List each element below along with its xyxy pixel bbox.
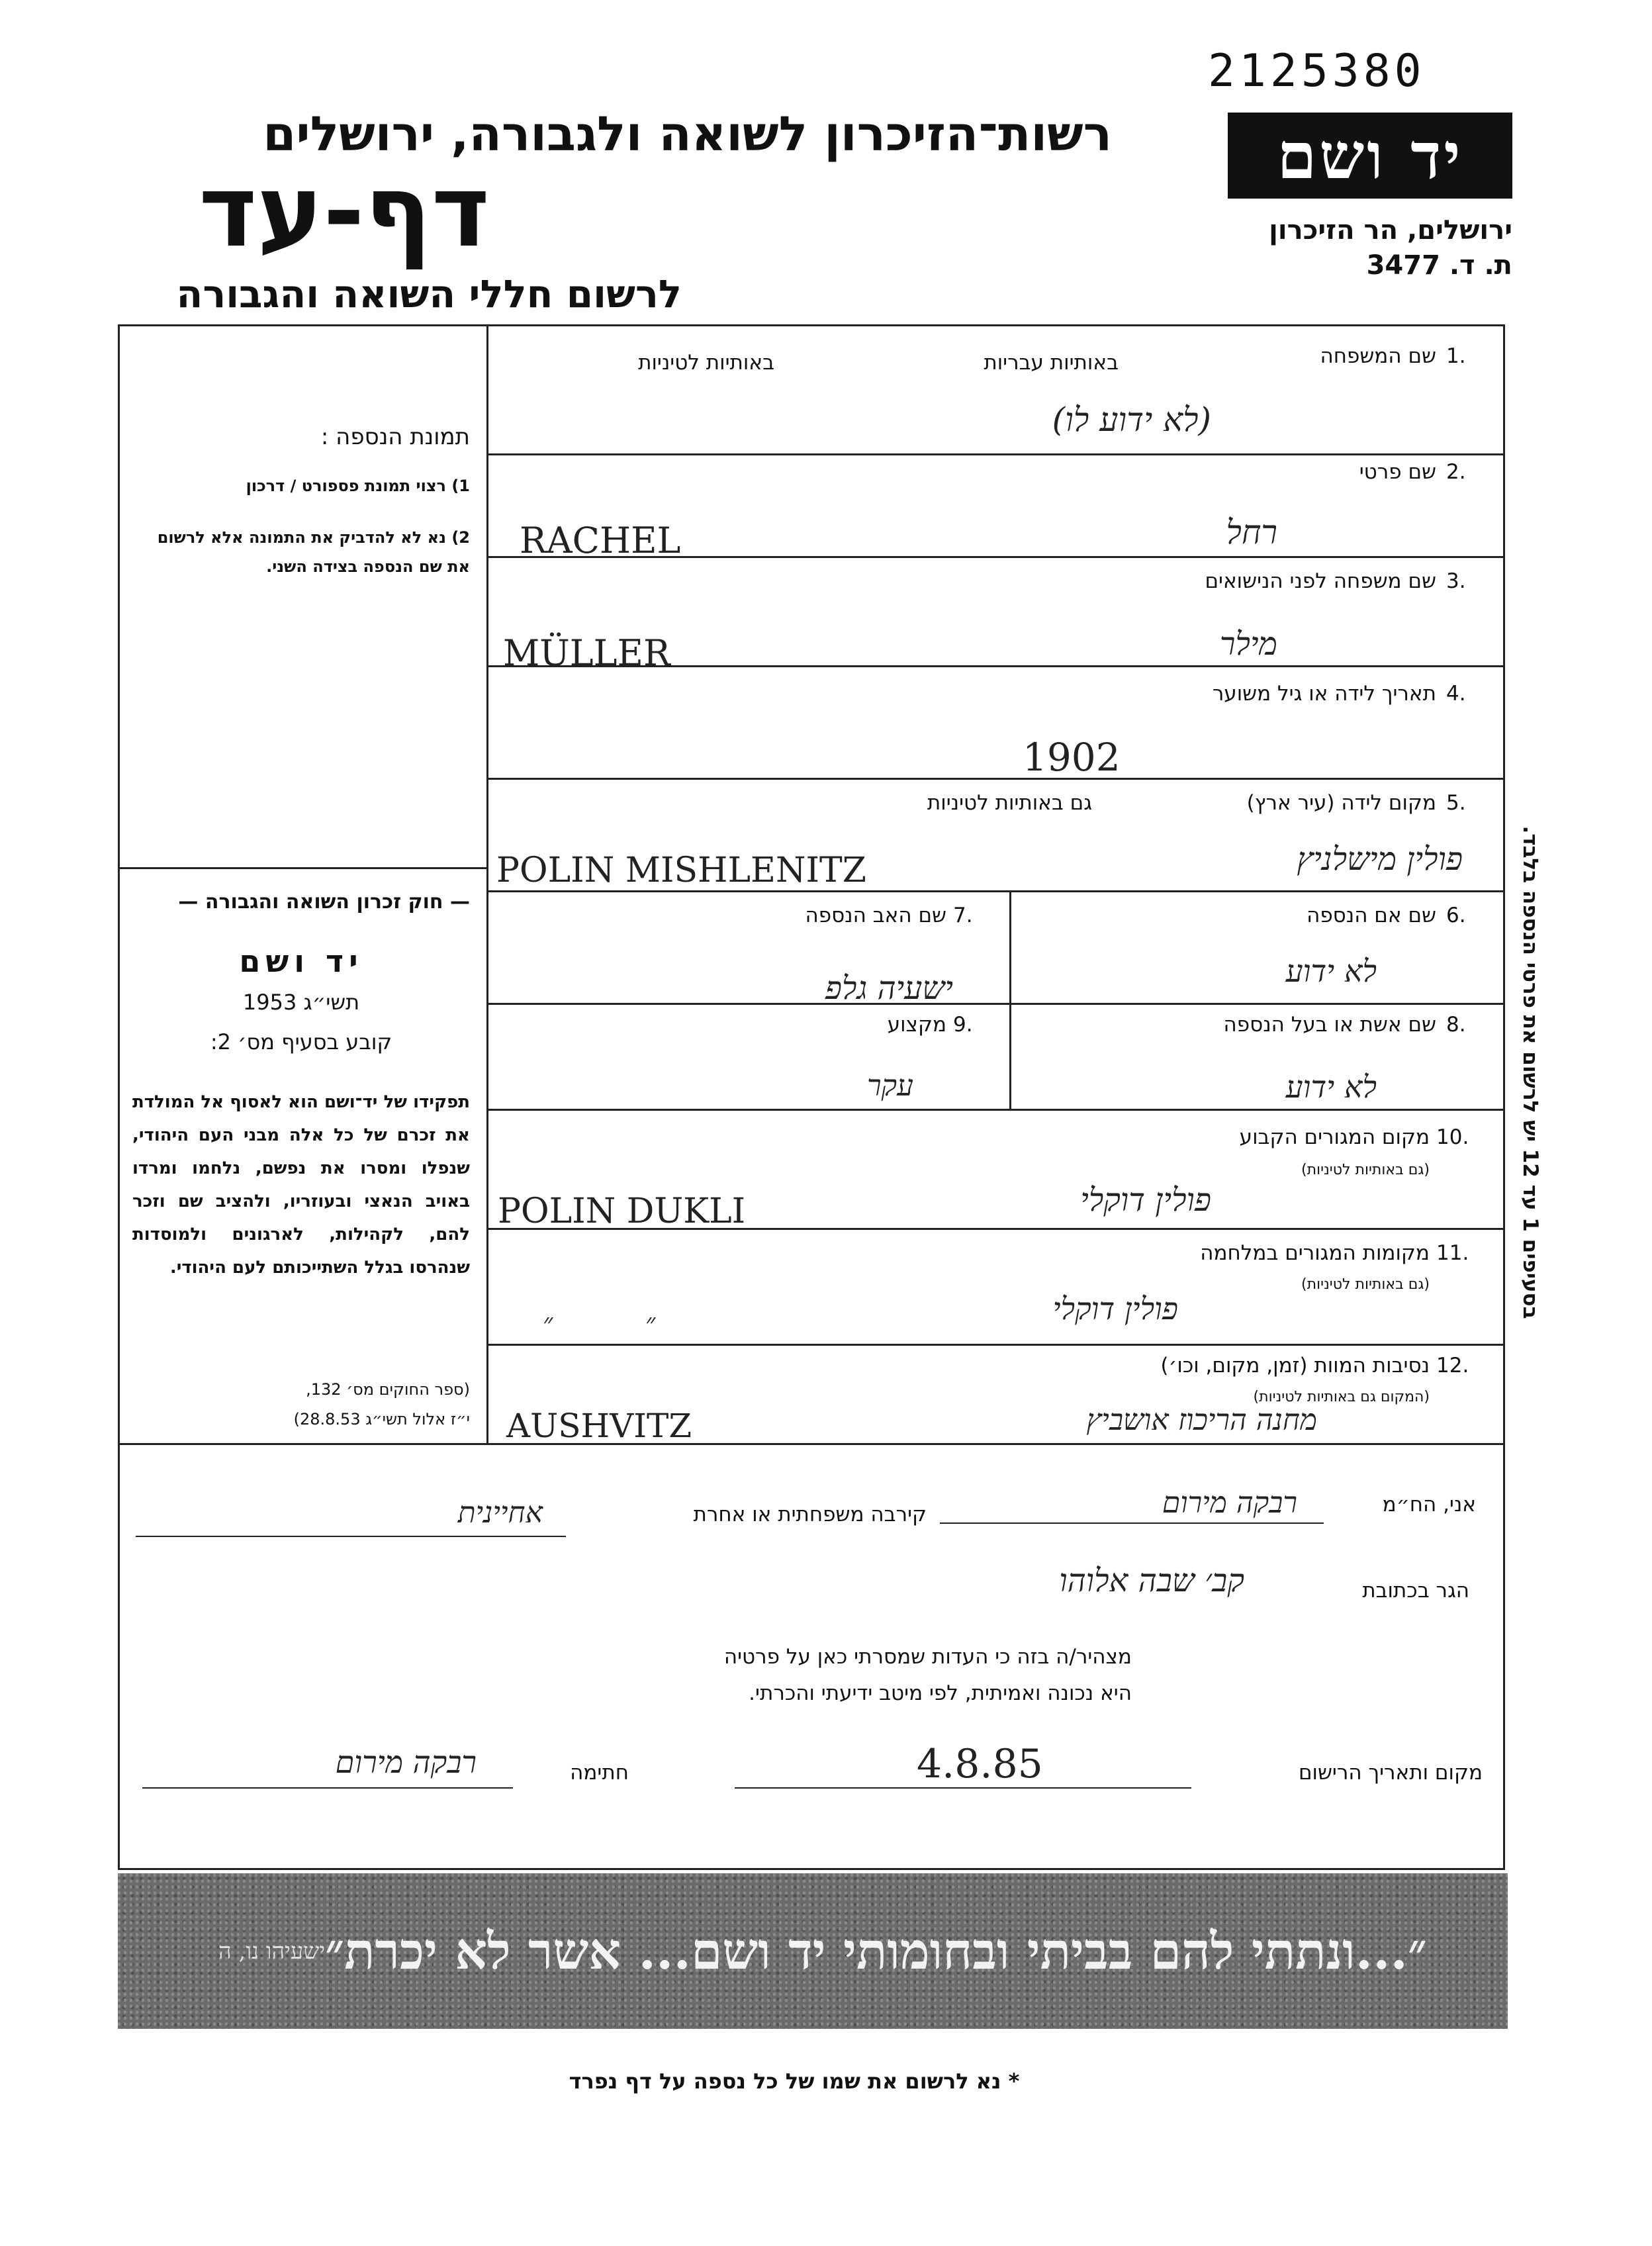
signature-value[interactable]: רבקה מירום xyxy=(335,1744,477,1780)
field-8-value[interactable]: לא ידוע xyxy=(1285,1069,1377,1105)
side-instruction: בסעיפים 1 עד 12 יש לרשום את פרטי הנספה בלבד. xyxy=(1518,825,1542,1319)
photo-note-2: 2) נא לא להדביק את התמונה אלא לרשום את שם הנספה בצידה השני. xyxy=(157,528,470,576)
field-12-sub: (המקום גם באותיות לטיניות) xyxy=(1253,1389,1430,1405)
address-line-1: ירושלים, הר הזיכרון xyxy=(1269,215,1512,246)
banner-quote: ״...ונתתי להם בביתי ובחומותי יד ושם... אשר לא יכרת״ xyxy=(325,1921,1427,1981)
field-3-hebrew-value[interactable]: מילר xyxy=(1219,626,1277,663)
field-6-value[interactable]: לא ידוע xyxy=(1285,953,1377,989)
declarant-line xyxy=(940,1522,1324,1524)
field-10-hebrew-value[interactable]: פולין דוקלי xyxy=(1080,1182,1211,1219)
address-line-2: ת. ד. 3477 xyxy=(1366,250,1512,281)
date-line xyxy=(735,1787,1191,1789)
field-5-latin-header: גם באותיות לטיניות xyxy=(927,791,1092,815)
field-10-latin-value[interactable]: POLIN DUKLI xyxy=(498,1192,746,1231)
quote-banner xyxy=(118,1873,1508,2029)
field-4-number: 4. xyxy=(1446,682,1466,706)
relation-line xyxy=(136,1536,566,1537)
field-3-number: 3. xyxy=(1446,569,1466,593)
relation-value[interactable]: אחיינית xyxy=(457,1496,543,1530)
rule-1 xyxy=(488,453,1505,455)
law-ref-1: (ספר החוקים מס׳ 132, xyxy=(306,1380,470,1399)
field-9-label: מקצוע xyxy=(887,1013,946,1037)
serial-number: 2125380 xyxy=(1208,45,1426,97)
field-12-hebrew-value[interactable]: מחנה הריכוז אושביץ xyxy=(1086,1403,1317,1437)
statement-line-2: היא נכונה ואמיתית, לפי מיטב ידיעתי והכרתי. xyxy=(749,1681,1132,1705)
footer-note: * נא לרשום את שמו של כל נספה על דף נפרד xyxy=(569,2069,1020,2094)
law-ref-2: י״ז אלול תשי״ג 28.8.53) xyxy=(293,1410,470,1428)
law-year: תשי״ג 1953 xyxy=(242,990,360,1015)
field-2-number: 2. xyxy=(1446,460,1466,484)
date-value[interactable]: 4.8.85 xyxy=(917,1741,1043,1787)
left-column-divider xyxy=(486,324,488,1443)
declarant-label: אני, הח״מ xyxy=(1382,1493,1476,1517)
field-8-number: 8. xyxy=(1446,1013,1466,1037)
field-1-label: שם המשפחה xyxy=(1320,344,1436,368)
split-divider xyxy=(1009,890,1011,1109)
authority-line: רשות־הזיכרון לשואה ולגבורה, ירושלים xyxy=(263,106,1112,162)
rule-7 xyxy=(488,1109,1505,1111)
relation-label: קירבה משפחתית או אחרת xyxy=(693,1503,927,1526)
field-1-value[interactable]: (לא ידוע לו) xyxy=(1052,400,1211,439)
field-11-label: מקומות המגורים במלחמה xyxy=(1200,1241,1430,1265)
form-subtitle: לרשום חללי השואה והגבורה xyxy=(176,271,682,316)
field-5-hebrew-value[interactable]: פולין מישלניץ xyxy=(1297,841,1463,878)
rule-6 xyxy=(488,1003,1505,1005)
field-12-number: 12. xyxy=(1436,1354,1469,1378)
field-2-latin-value[interactable]: RACHEL xyxy=(520,520,681,561)
field-4-label: תאריך לידה או גיל משוער xyxy=(1212,682,1436,706)
law-name: יד ושם xyxy=(239,943,363,979)
declarant-value[interactable]: רבקה מירום xyxy=(1162,1486,1297,1520)
field-7-value[interactable]: ישעיה גלפ xyxy=(825,970,953,1007)
field-3-latin-value[interactable]: MÜLLER xyxy=(503,632,670,674)
address-label: הגר בכתובת xyxy=(1362,1579,1469,1603)
photo-note-1: 1) רצוי תמונת פספורט / דרכון xyxy=(246,477,470,495)
rule-declaration xyxy=(118,1443,1505,1445)
field-5-latin-value[interactable]: POLIN MISHLENITZ xyxy=(496,851,866,890)
rule-4 xyxy=(488,778,1505,780)
field-10-sub: (גם באותיות לטיניות) xyxy=(1301,1162,1430,1178)
left-panel-divider xyxy=(118,867,488,869)
field-2-label: שם פרטי xyxy=(1359,460,1436,484)
signature-label: חתימה xyxy=(570,1761,629,1785)
field-3-label: שם משפחה לפני הנישואים xyxy=(1205,569,1436,593)
signature-line xyxy=(142,1787,513,1789)
field-5-label: מקום לידה (עיר ארץ) xyxy=(1246,791,1436,815)
field-6-label: שם אם הנספה xyxy=(1307,904,1436,927)
field-6-number: 6. xyxy=(1446,904,1466,927)
field-4-value[interactable]: 1902 xyxy=(1023,735,1121,780)
law-section: קובע בסעיף מס׳ 2: xyxy=(210,1029,392,1054)
field-7-number: 7. xyxy=(953,904,973,927)
field-8-label: שם אשת או בעל הנספה xyxy=(1223,1013,1436,1037)
field-1-hebrew-header: באותיות עבריות xyxy=(984,351,1119,375)
field-1-number: 1. xyxy=(1446,344,1466,368)
field-5-number: 5. xyxy=(1446,791,1466,815)
photo-title: תמונת הנספה : xyxy=(320,424,470,450)
field-7-label: שם האב הנספה xyxy=(805,904,946,927)
field-10-number: 10. xyxy=(1436,1125,1469,1149)
field-11-sub: (גם באותיות לטיניות) xyxy=(1301,1276,1430,1293)
field-12-latin-value[interactable]: AUSHVITZ xyxy=(506,1407,692,1445)
address-value[interactable]: קב׳ שבה אלוהו xyxy=(1059,1562,1244,1599)
field-9-value[interactable]: עקר xyxy=(866,1069,913,1103)
law-text: תפקידו של יד־ושם הוא לאסוף אל המולדת את זכרם של כל אלה מבני העם היהודי, שנפלו ומסרו את נפשם, נלחמו ומרדו באויב הנאצי ובעוזריו, ולהציב שם וזכר להם, לקהילות, לארגונים ולמוסדות שנהרסו בגלל השתייכותם לעם היהודי. xyxy=(132,1092,470,1278)
rule-5 xyxy=(488,890,1505,892)
field-10-label: מקום המגורים הקבוע xyxy=(1239,1125,1430,1149)
statement-line-1: מצהיר/ה בזה כי העדות שמסרתי כאן על פרטיה xyxy=(723,1645,1132,1669)
field-11-number: 11. xyxy=(1436,1241,1469,1265)
field-1-latin-header: באותיות לטיניות xyxy=(638,351,774,375)
yad-vashem-logo: יד ושם xyxy=(1228,113,1512,199)
field-11-ditto[interactable]: ״ ״ xyxy=(543,1308,656,1338)
form-title: דף-עד xyxy=(199,154,490,269)
banner-source: ישעיהו נו, ה xyxy=(218,1938,326,1965)
field-11-hebrew-value[interactable]: פולין דוקלי xyxy=(1052,1291,1178,1327)
field-9-number: 9. xyxy=(953,1013,973,1037)
rule-9 xyxy=(488,1344,1505,1346)
law-title: — חוק זכרון השואה והגבורה — xyxy=(178,890,470,913)
date-label: מקום ותאריך הרישום xyxy=(1298,1761,1483,1785)
field-12-label: נסיבות המוות (זמן, מקום, וכו׳) xyxy=(1160,1354,1430,1378)
field-2-hebrew-value[interactable]: רחל xyxy=(1226,513,1277,551)
